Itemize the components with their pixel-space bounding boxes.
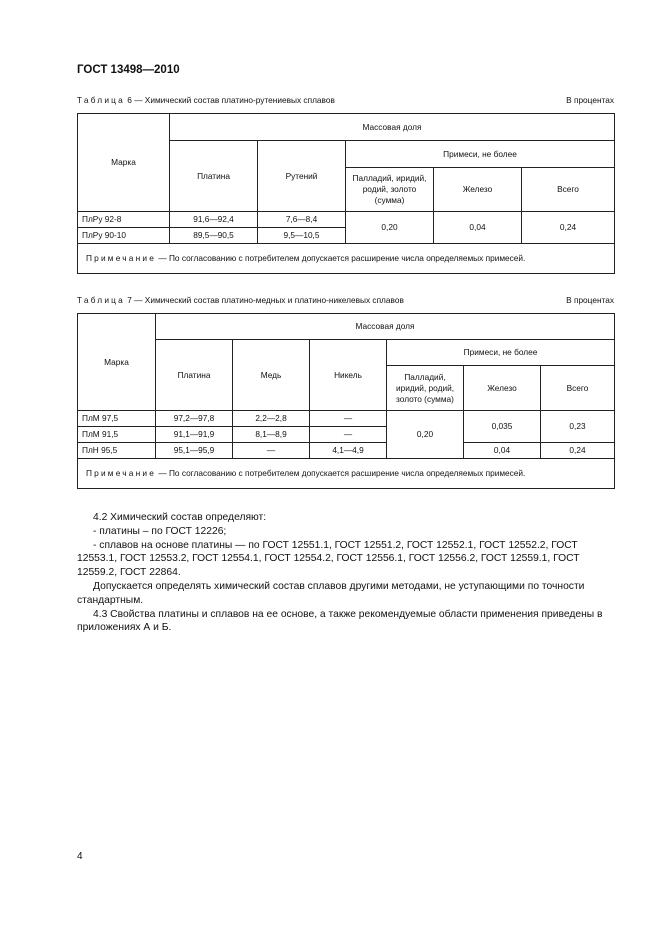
t6-r2-platinum: 89,5—90,5 bbox=[170, 228, 258, 244]
table6-caption-number: 6 bbox=[127, 95, 132, 105]
t7-r3-nickel: 4,1—4,9 bbox=[310, 443, 387, 459]
body-text bbox=[77, 511, 614, 635]
t7-sum: 0,20 bbox=[387, 411, 464, 459]
table6-unit: В процентах bbox=[566, 95, 614, 105]
t7-cu-iron: 0,035 bbox=[464, 411, 541, 443]
paragraph-other-methods: Допускается определять химический состав сплавов другими методами, не уступающими по точности стандартным. bbox=[77, 580, 585, 606]
t6-r1-platinum: 91,6—92,4 bbox=[170, 212, 258, 228]
table7-unit: В процентах bbox=[566, 295, 614, 305]
t7-r1-marka: ПлМ 97,5 bbox=[78, 411, 156, 427]
table7 bbox=[77, 313, 615, 489]
table7-caption-number: 7 bbox=[127, 295, 132, 305]
t6-head-ruthenium: Рутений bbox=[258, 141, 346, 212]
t6-head-iron: Железо bbox=[434, 168, 522, 212]
t7-head-mass-share: Массовая доля bbox=[156, 314, 615, 340]
document-header: ГОСТ 13498—2010 bbox=[77, 64, 180, 76]
t6-r1-ruthenium: 7,6—8,4 bbox=[258, 212, 346, 228]
t7-head-copper: Медь bbox=[233, 340, 310, 411]
table6-caption-word: Таблица bbox=[77, 95, 125, 105]
t7-head-marka: Марка bbox=[78, 314, 156, 411]
t6-head-total: Всего bbox=[522, 168, 615, 212]
t6-head-marka: Марка bbox=[78, 114, 170, 212]
t7-ni-total: 0,24 bbox=[541, 443, 615, 459]
t7-head-nickel: Никель bbox=[310, 340, 387, 411]
t6-head-pd-ir-rh-au: Палладий, иридий, родий, золото (сумма) bbox=[346, 168, 434, 212]
table6-caption-title: — Химический состав платино-рутениевых сплавов bbox=[134, 95, 335, 105]
table-row bbox=[78, 212, 615, 228]
t7-head-pd-ir-rh-au: Палладий, иридий, родий, золото (сумма) bbox=[387, 366, 464, 411]
t7-r2-nickel: — bbox=[310, 427, 387, 443]
t7-r3-marka: ПлН 95,5 bbox=[78, 443, 156, 459]
t7-r2-marka: ПлМ 91,5 bbox=[78, 427, 156, 443]
t7-cu-total: 0,23 bbox=[541, 411, 615, 443]
t7-r3-copper: — bbox=[233, 443, 310, 459]
t6-sum: 0,20 bbox=[346, 212, 434, 244]
table6 bbox=[77, 113, 615, 274]
t7-head-iron: Железо bbox=[464, 366, 541, 411]
t6-note-text: — По согласованию с потребителем допускается расширение числа определяемых примесей. bbox=[158, 253, 526, 263]
t7-r3-platinum: 95,1—95,9 bbox=[156, 443, 233, 459]
t6-r1-marka: ПлРу 92-8 bbox=[78, 212, 170, 228]
t6-head-impurities: Примеси, не более bbox=[346, 141, 615, 168]
table7-caption-word: Таблица bbox=[77, 295, 125, 305]
table-row bbox=[78, 443, 615, 459]
t7-head-platinum: Платина bbox=[156, 340, 233, 411]
t6-note bbox=[78, 244, 615, 274]
t6-iron: 0,04 bbox=[434, 212, 522, 244]
t7-r1-platinum: 97,2—97,8 bbox=[156, 411, 233, 427]
table7-caption-title: — Химический состав платино-медных и платино-никелевых сплавов bbox=[134, 295, 404, 305]
t7-note bbox=[78, 459, 615, 489]
paragraph-alloys-methods: - сплавов на основе платины — по ГОСТ 12551.1, ГОСТ 12551.2, ГОСТ 12552.1, ГОСТ 12552.2, ГОСТ 12553.1, ГОСТ 12553.2, ГОСТ 12554.1, ГОСТ 12554.2, ГОСТ 12556.1, ГОСТ 12556.2, ГОСТ 12559.1, ГОСТ 12559.2, ГОСТ 22864. bbox=[77, 539, 580, 579]
t7-head-total: Всего bbox=[541, 366, 615, 411]
table6-caption bbox=[77, 95, 614, 108]
t6-head-mass-share: Массовая доля bbox=[170, 114, 615, 141]
paragraph-platinum-method: - платины – по ГОСТ 12226; bbox=[93, 525, 227, 537]
paragraph-4-3: 4.3 Свойства платины и сплавов на ее основе, а также рекомендуемые области применения приведены в приложениях А и Б. bbox=[77, 608, 603, 634]
t7-r1-copper: 2,2—2,8 bbox=[233, 411, 310, 427]
paragraph-4-2: 4.2 Химический состав определяют: bbox=[93, 512, 267, 523]
t7-ni-iron: 0,04 bbox=[464, 443, 541, 459]
table7-caption bbox=[77, 295, 614, 308]
t7-note-text: — По согласованию с потребителем допускается расширение числа определяемых примесей. bbox=[158, 468, 526, 478]
t6-head-platinum: Платина bbox=[170, 141, 258, 212]
t7-head-impurities: Примеси, не более bbox=[387, 340, 615, 366]
page-number: 4 bbox=[77, 851, 83, 862]
t7-r1-nickel: — bbox=[310, 411, 387, 427]
t7-note-label: Примечание bbox=[86, 468, 157, 478]
t6-r2-ruthenium: 9,5—10,5 bbox=[258, 228, 346, 244]
t6-r2-marka: ПлРу 90-10 bbox=[78, 228, 170, 244]
t6-total: 0,24 bbox=[522, 212, 615, 244]
t7-r2-platinum: 91,1—91,9 bbox=[156, 427, 233, 443]
table-row bbox=[78, 411, 615, 427]
t7-r2-copper: 8,1—8,9 bbox=[233, 427, 310, 443]
t6-note-label: Примечание bbox=[86, 253, 157, 263]
